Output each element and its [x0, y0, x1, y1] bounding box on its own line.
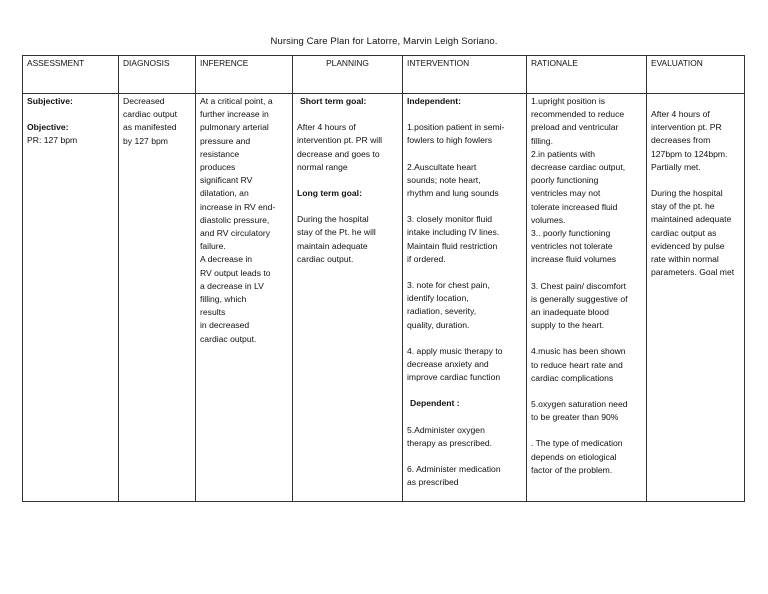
inference-line: significant RV [200, 175, 253, 186]
rationale-line: to reduce heart rate and [531, 359, 623, 370]
evaluation-line: After 4 hours of [651, 109, 710, 119]
evaluation-line: cardiac output as [651, 227, 717, 238]
diagnosis-cell [119, 94, 196, 502]
inference-line: filling, which [200, 294, 247, 305]
evaluation-line: intervention pt. PR [651, 122, 722, 133]
short-term-goal-label: Short term goal: [300, 96, 367, 106]
header-inference: INFERENCE [196, 56, 293, 94]
rationale-line: . The type of medication [531, 438, 623, 449]
intervention-line: identify location, [407, 293, 469, 304]
inference-line: and RV circulatory [200, 228, 271, 239]
inference-line: pulmonary arterial [200, 122, 269, 133]
intervention-line: 6. Administer medication [407, 464, 501, 475]
evaluation-line: evidenced by pulse [651, 240, 725, 251]
short-term-goal-line: After 4 hours of [297, 122, 356, 133]
intervention-line: therapy as prescribed. [407, 437, 493, 448]
rationale-line: 1.upright position is [531, 96, 606, 106]
evaluation-line: 127bpm to 124bpm. [651, 148, 728, 159]
evaluation-line: decreases from [651, 135, 711, 146]
intervention-line: sounds; note heart, [407, 174, 481, 185]
evaluation-line: rate within normal [651, 254, 719, 265]
rationale-line: preload and ventricular [531, 122, 619, 133]
diagnosis-line: Decreased [123, 96, 165, 106]
rationale-line: factor of the problem. [531, 464, 613, 475]
rationale-line: depends on etiological [531, 451, 617, 462]
header-planning: PLANNING [293, 56, 403, 94]
intervention-line: rhythm and lung sounds [407, 188, 499, 199]
evaluation-cell [647, 94, 745, 502]
intervention-line: intake including IV lines. [407, 227, 500, 238]
rationale-line: ventricles not tolerate [531, 241, 613, 252]
intervention-line: as prescribed [407, 477, 459, 488]
inference-line: results [200, 307, 226, 318]
rationale-line: recommended to reduce [531, 109, 625, 120]
intervention-line: fowlers to high fowlers [407, 135, 493, 146]
evaluation-line: stay of the pt. he [651, 201, 715, 212]
header-evaluation: EVALUATION [647, 56, 745, 94]
rationale-line: tolerate increased fluid [531, 201, 618, 212]
inference-line: dilatation, an [200, 188, 249, 199]
short-term-goal-line: intervention pt. PR will [297, 135, 383, 146]
inference-line: RV output leads to [200, 267, 271, 278]
rationale-line: 4.music has been shown [531, 346, 626, 357]
intervention-line: radiation, severity, [407, 306, 477, 317]
rationale-line: to be greater than 90% [531, 412, 619, 423]
rationale-line: 2.in patients with [531, 148, 596, 159]
intervention-line: Maintain fluid restriction [407, 240, 498, 251]
inference-line: increase in RV end- [200, 201, 276, 212]
rationale-line: filling. [531, 135, 553, 146]
inference-line: failure. [200, 241, 226, 252]
intervention-line: quality, duration. [407, 319, 470, 330]
diagnosis-line: cardiac output [123, 109, 177, 120]
rationale-line: an inadequate blood [531, 307, 609, 318]
header-diagnosis: DIAGNOSIS [119, 56, 196, 94]
rationale-line: volumes. [531, 214, 566, 225]
intervention-line: 3. closely monitor fluid [407, 214, 493, 225]
rationale-cell [527, 94, 647, 502]
header-row [23, 56, 745, 94]
intervention-line: decrease anxiety and [407, 359, 489, 370]
inference-line: cardiac output. [200, 333, 257, 344]
intervention-line: improve cardiac function [407, 372, 501, 383]
diagnosis-line: by 127 bpm [123, 135, 168, 146]
intervention-line: 4. apply music therapy to [407, 345, 503, 356]
nursing-care-plan-table [22, 55, 745, 502]
pr-value: PR: 127 bpm [27, 135, 78, 146]
rationale-line: increase fluid volumes [531, 254, 617, 265]
inference-line: pressure and [200, 135, 251, 146]
rationale-line: supply to the heart. [531, 320, 605, 331]
evaluation-line: parameters. Goal met [651, 267, 735, 278]
inference-line: At a critical point, a [200, 96, 273, 106]
inference-line: a decrease in LV [200, 280, 264, 291]
rationale-line: poorly functioning [531, 175, 599, 186]
inference-line: diastolic pressure, [200, 214, 270, 225]
rationale-line: 3.. poorly functioning [531, 228, 611, 239]
rationale-line: 5.oxygen saturation need [531, 399, 628, 410]
table-row [23, 94, 745, 502]
inference-line: in decreased [200, 320, 250, 331]
rationale-line: cardiac complications [531, 372, 614, 383]
inference-line: resistance [200, 148, 240, 159]
inference-line: further increase in [200, 109, 269, 120]
page-title: Nursing Care Plan for Latorre, Marvin Leigh Soriano. [270, 36, 498, 47]
assessment-cell [23, 94, 119, 502]
rationale-line: is generally suggestive of [531, 293, 628, 304]
rationale-line: decrease cardiac output, [531, 162, 626, 173]
planning-cell [293, 94, 403, 502]
intervention-line: 2.Auscultate heart [407, 161, 477, 172]
header-rationale: RATIONALE [527, 56, 647, 94]
long-term-goal-label: Long term goal: [297, 188, 362, 199]
intervention-line: 5.Administer oxygen [407, 424, 485, 435]
subjective-label: Subjective: [27, 96, 73, 106]
short-term-goal-line: normal range [297, 161, 348, 172]
evaluation-line: Partially met. [651, 161, 701, 172]
evaluation-line: maintained adequate [651, 214, 732, 225]
intervention-line: 1.position patient in semi- [407, 122, 505, 133]
short-term-goal-line: decrease and goes to [297, 148, 380, 159]
intervention-line: if ordered. [407, 253, 446, 264]
header-intervention: INTERVENTION [403, 56, 527, 94]
inference-line: A decrease in [200, 254, 253, 265]
objective-label: Objective: [27, 122, 69, 133]
long-term-goal-line: During the hospital [297, 214, 369, 225]
inference-cell [196, 94, 293, 502]
rationale-line: 3. Chest pain/ discomfort [531, 280, 627, 291]
long-term-goal-line: maintain adequate [297, 240, 368, 251]
independent-label: Independent: [407, 96, 461, 106]
intervention-cell [403, 94, 527, 502]
diagnosis-line: as manifested [123, 122, 177, 133]
intervention-line: 3. note for chest pain, [407, 280, 490, 291]
long-term-goal-line: cardiac output. [297, 253, 354, 264]
rationale-line: ventricles may not [531, 188, 601, 199]
long-term-goal-line: stay of the Pt. he will [297, 227, 376, 238]
evaluation-line: During the hospital [651, 188, 723, 199]
dependent-label: Dependent : [410, 398, 460, 409]
inference-line: produces [200, 162, 236, 173]
header-assessment: ASSESSMENT [23, 56, 119, 94]
